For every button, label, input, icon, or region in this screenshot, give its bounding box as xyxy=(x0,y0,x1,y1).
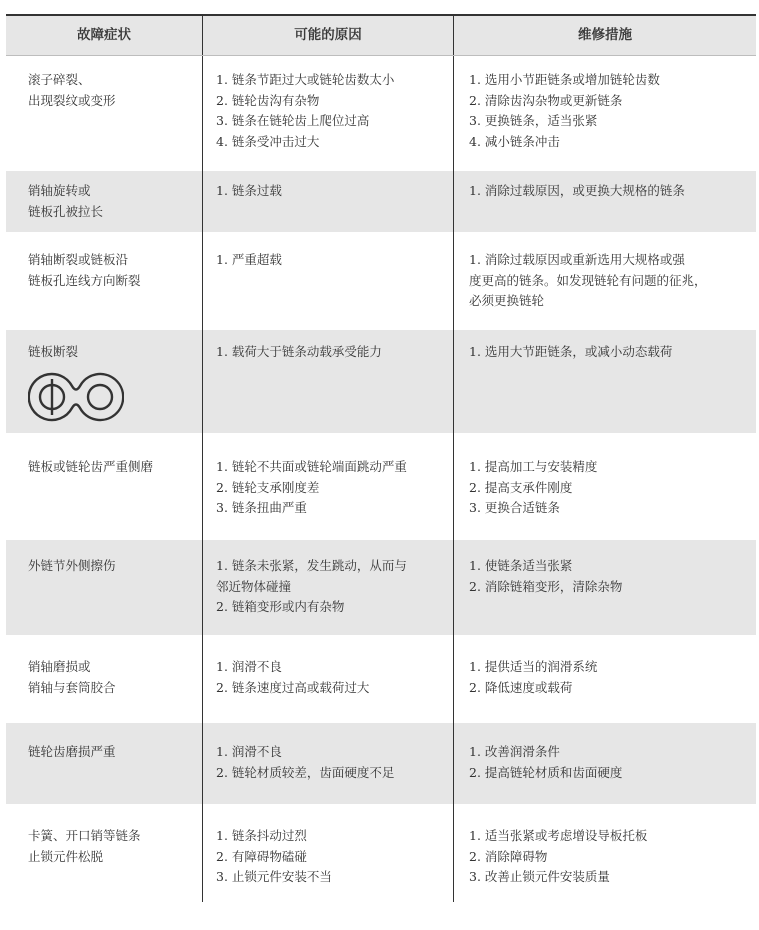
cause-item: 1. 载荷大于链条动载承受能力 xyxy=(216,344,382,359)
cause-item: 1. 链条未张紧，发生跳动，从而与 xyxy=(216,558,407,573)
remedy-item: 2. 提高链轮材质和齿面硬度 xyxy=(469,764,623,780)
cause-item: 1. 润滑不良 xyxy=(216,659,282,674)
symptom-text: 链板孔连线方向断裂 xyxy=(28,272,141,288)
symptom-text: 销轴与套筒胶合 xyxy=(28,679,116,695)
table-row xyxy=(6,56,756,171)
remedy-cell xyxy=(453,433,756,540)
remedy-item: 3. 更换链条，适当张紧 xyxy=(469,113,598,128)
remedy-item: 4. 减小链条冲击 xyxy=(469,133,560,149)
remedy-item: 1. 提供适当的润滑系统 xyxy=(469,659,598,674)
symptom-text: 外链节外侧擦伤 xyxy=(28,558,116,573)
symptom-text: 链板孔被拉长 xyxy=(28,203,104,219)
remedy-item: 3. 改善止锁元件安装质量 xyxy=(469,869,610,884)
remedy-item: 1. 提高加工与安装精度 xyxy=(469,459,598,474)
remedy-cell xyxy=(453,232,756,330)
cause-item: 4. 链条受冲击过大 xyxy=(216,133,320,149)
remedy-cell xyxy=(453,540,756,635)
symptom-text: 链板或链轮齿严重侧磨 xyxy=(28,459,154,474)
remedy-item: 1. 使链条适当张紧 xyxy=(469,558,573,573)
cause-cell xyxy=(202,56,453,171)
remedy-cell xyxy=(453,171,756,232)
table-row xyxy=(6,804,756,902)
table-header-row xyxy=(6,16,756,56)
cause-item: 2. 链条速度过高或载荷过大 xyxy=(216,679,370,695)
remedy-item: 度更高的链条。如发现链轮有问题的征兆， xyxy=(469,272,707,288)
remedy-item: 必须更换链轮 xyxy=(469,293,545,308)
symptom-cell xyxy=(6,540,202,635)
remedy-item: 2. 提高支承件刚度 xyxy=(469,479,573,495)
cause-item: 2. 链轮材质较差，齿面硬度不足 xyxy=(216,764,395,780)
remedy-item: 2. 消除障碍物 xyxy=(469,848,548,864)
symptom-cell xyxy=(6,433,202,540)
remedy-cell xyxy=(453,723,756,804)
cause-cell xyxy=(202,804,453,902)
chain-link-shape xyxy=(28,371,124,423)
symptom-cell xyxy=(6,171,202,232)
table-row xyxy=(6,330,756,433)
cause-item: 3. 止锁元件安装不当 xyxy=(216,869,332,884)
cause-item: 2. 链轮齿沟有杂物 xyxy=(216,92,320,108)
table-row xyxy=(6,171,756,232)
symptom-text: 滚子碎裂、 xyxy=(28,72,91,87)
symptom-cell xyxy=(6,635,202,723)
symptom-cell xyxy=(6,804,202,902)
remedy-item: 1. 消除过载原因或重新选用大规格或强 xyxy=(469,252,685,267)
symptom-text: 链轮齿磨损严重 xyxy=(28,744,116,759)
symptom-cell xyxy=(6,56,202,171)
table-row xyxy=(6,232,756,330)
cause-item: 1. 严重超载 xyxy=(216,252,282,267)
cause-cell xyxy=(202,330,453,433)
remedy-item: 1. 改善润滑条件 xyxy=(469,744,560,759)
symptom-text: 卡簧、开口销等链条 xyxy=(28,828,141,843)
header-cause: 可能的原因 xyxy=(202,16,453,55)
cause-item: 1. 链条抖动过烈 xyxy=(216,828,307,843)
symptom-cell xyxy=(6,330,202,433)
remedy-cell xyxy=(453,635,756,723)
cause-item: 1. 链条过载 xyxy=(216,183,282,198)
cause-item: 1. 润滑不良 xyxy=(216,744,282,759)
table-row xyxy=(6,723,756,804)
symptom-text: 止锁元件松脱 xyxy=(28,848,104,864)
symptom-text: 销轴断裂或链板沿 xyxy=(28,252,129,267)
remedy-cell xyxy=(453,804,756,902)
symptom-text: 销轴磨损或 xyxy=(28,659,91,674)
cause-item: 1. 链轮不共面或链轮端面跳动严重 xyxy=(216,459,407,474)
remedy-cell xyxy=(453,330,756,433)
cause-cell xyxy=(202,171,453,232)
remedy-item: 2. 消除链箱变形，清除杂物 xyxy=(469,578,623,594)
symptom-cell xyxy=(6,232,202,330)
remedy-cell xyxy=(453,56,756,171)
cause-cell xyxy=(202,433,453,540)
cause-item: 1. 链条节距过大或链轮齿数太小 xyxy=(216,72,395,87)
symptom-cell xyxy=(6,723,202,804)
remedy-item: 2. 降低速度或载荷 xyxy=(469,679,573,695)
table-row xyxy=(6,540,756,635)
symptom-text: 出现裂纹或变形 xyxy=(28,92,116,108)
cause-item: 2. 链箱变形或内有杂物 xyxy=(216,599,345,614)
cause-item: 2. 链轮支承刚度差 xyxy=(216,479,320,495)
cause-cell xyxy=(202,540,453,635)
cause-item: 邻近物体碰撞 xyxy=(216,578,292,594)
remedy-item: 1. 选用大节距链条，或减小动态载荷 xyxy=(469,344,673,359)
troubleshooting-table xyxy=(6,14,756,902)
symptom-text: 链板断裂 xyxy=(28,344,79,359)
header-symptom: 故障症状 xyxy=(77,27,131,44)
table-body xyxy=(6,56,756,902)
table-row xyxy=(6,635,756,723)
cause-cell xyxy=(202,723,453,804)
cause-cell xyxy=(202,232,453,330)
remedy-item: 1. 消除过载原因，或更换大规格的链条 xyxy=(469,183,685,198)
broken-chain-link-icon xyxy=(28,371,124,423)
header-remedy: 维修措施 xyxy=(453,16,756,55)
cause-item: 2. 有障碍物磕碰 xyxy=(216,848,307,864)
cause-item: 3. 链条扭曲严重 xyxy=(216,500,307,515)
cause-item: 3. 链条在链轮齿上爬位过高 xyxy=(216,113,370,128)
remedy-item: 1. 选用小节距链条或增加链轮齿数 xyxy=(469,72,660,87)
remedy-item: 1. 适当张紧或考虑增设导板托板 xyxy=(469,828,648,843)
table-row xyxy=(6,433,756,540)
remedy-item: 2. 清除齿沟杂物或更新链条 xyxy=(469,92,623,108)
cause-cell xyxy=(202,635,453,723)
symptom-text: 销轴旋转或 xyxy=(28,183,91,198)
remedy-item: 3. 更换合适链条 xyxy=(469,500,560,515)
